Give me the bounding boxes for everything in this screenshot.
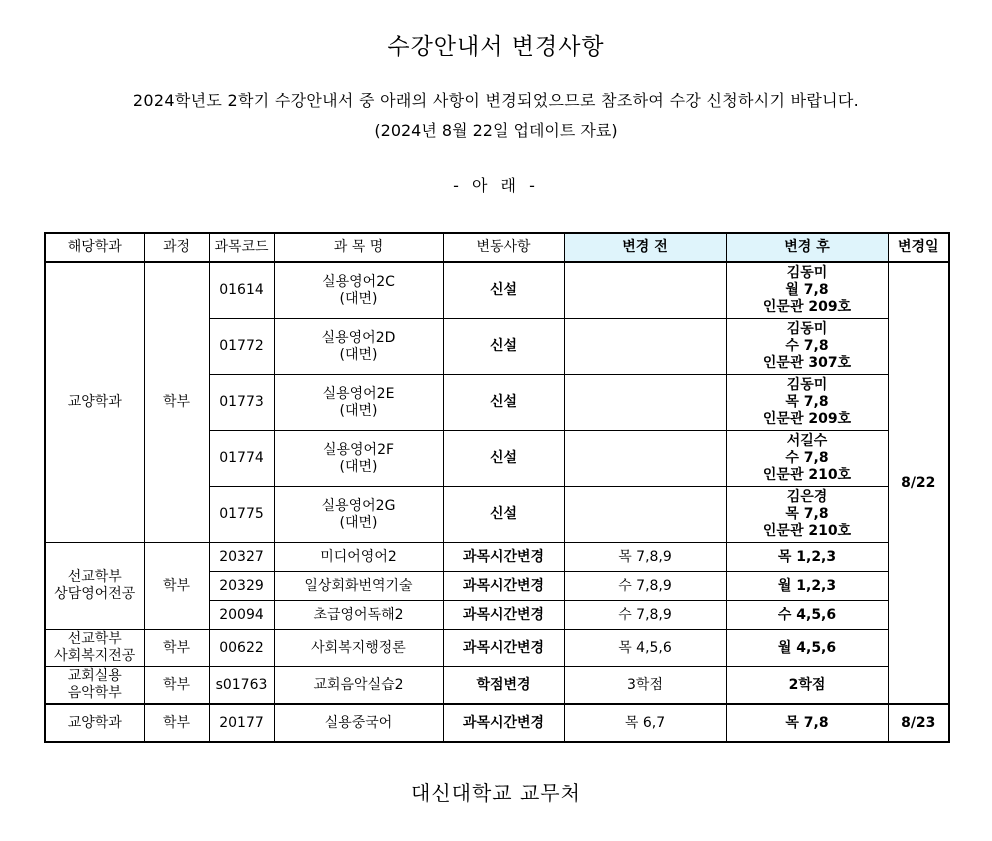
name-cell: 사회복지행정론 xyxy=(274,630,443,667)
header-code: 과목코드 xyxy=(209,233,274,262)
change-cell: 과목시간변경 xyxy=(443,543,564,572)
change-cell: 과목시간변경 xyxy=(443,601,564,630)
change-cell: 신설 xyxy=(443,431,564,487)
after-line: 목 7,8 xyxy=(785,394,829,410)
dept-line: 선교학부 xyxy=(67,631,122,647)
update-date-note: (2024년 8월 22일 업데이트 자료) xyxy=(374,121,618,140)
header-change: 변동사항 xyxy=(443,233,564,262)
course-cell: 학부 xyxy=(144,262,209,543)
after-cell xyxy=(726,487,888,543)
name-line: (대면) xyxy=(339,458,378,475)
code-cell: 01614 xyxy=(209,262,274,319)
change-cell: 과목시간변경 xyxy=(443,572,564,601)
dept-cell: 교양학과 xyxy=(45,704,144,742)
before-cell xyxy=(564,319,726,375)
name-cell xyxy=(274,262,443,319)
name-line: (대면) xyxy=(339,402,378,419)
change-cell: 과목시간변경 xyxy=(443,704,564,742)
code-cell: 20177 xyxy=(209,704,274,742)
header-before: 변경 전 xyxy=(564,233,726,262)
before-cell: 수 7,8,9 xyxy=(564,601,726,630)
name-cell: 실용중국어 xyxy=(274,704,443,742)
name-cell: 교회음악실습2 xyxy=(274,667,443,705)
code-cell: s01763 xyxy=(209,667,274,705)
after-line: 인문관 210호 xyxy=(762,467,852,483)
before-cell: 3학점 xyxy=(564,667,726,705)
after-cell: 목 7,8 xyxy=(726,704,888,742)
dept-line: 사회복지전공 xyxy=(54,648,136,664)
code-cell: 01774 xyxy=(209,431,274,487)
after-line: 목 7,8 xyxy=(785,506,829,522)
code-cell: 20329 xyxy=(209,572,274,601)
dept-line: 교회실용 xyxy=(67,668,122,684)
page-title: 수강안내서 변경사항 xyxy=(387,34,605,60)
dept-line: 상담영어전공 xyxy=(54,586,136,602)
course-cell: 학부 xyxy=(144,667,209,705)
after-cell xyxy=(726,262,888,319)
header-course: 과정 xyxy=(144,233,209,262)
course-cell: 학부 xyxy=(144,704,209,742)
code-cell: 00622 xyxy=(209,630,274,667)
after-line: 인문관 209호 xyxy=(762,299,852,315)
code-cell: 01773 xyxy=(209,375,274,431)
after-line: 김은경 xyxy=(786,489,828,505)
change-cell: 신설 xyxy=(443,319,564,375)
code-cell: 20327 xyxy=(209,543,274,572)
table-row xyxy=(45,704,949,742)
dept-line: 음악학부 xyxy=(67,685,122,701)
dept-cell xyxy=(45,630,144,667)
dept-cell xyxy=(45,543,144,630)
table-row xyxy=(45,630,949,667)
name-cell xyxy=(274,487,443,543)
change-cell: 신설 xyxy=(443,487,564,543)
header-after: 변경 후 xyxy=(726,233,888,262)
after-cell: 월 4,5,6 xyxy=(726,630,888,667)
below-heading: - 아 래 - xyxy=(453,176,539,195)
intro-text: 2024학년도 2학기 수강안내서 중 아래의 사항이 변경되었으므로 참조하여 수강 신청하시기 바랍니다. xyxy=(132,91,860,110)
before-cell xyxy=(564,262,726,319)
name-line: 실용영어2G xyxy=(321,497,396,514)
code-cell: 01775 xyxy=(209,487,274,543)
after-line: 수 7,8 xyxy=(785,338,829,354)
before-cell: 목 4,5,6 xyxy=(564,630,726,667)
name-cell: 초급영어독해2 xyxy=(274,601,443,630)
name-cell xyxy=(274,375,443,431)
after-line: 김동미 xyxy=(786,321,828,337)
name-line: 실용영어2C xyxy=(322,273,395,290)
after-cell xyxy=(726,431,888,487)
table-row xyxy=(45,667,949,705)
name-line: 실용영어2D xyxy=(321,329,396,346)
after-line: 김동미 xyxy=(786,377,828,393)
before-cell: 수 7,8,9 xyxy=(564,572,726,601)
change-cell: 신설 xyxy=(443,375,564,431)
after-cell xyxy=(726,375,888,431)
table-row xyxy=(45,262,949,319)
after-cell: 2학점 xyxy=(726,667,888,705)
table-row xyxy=(45,543,949,572)
after-line: 인문관 210호 xyxy=(762,523,852,539)
changes-table xyxy=(44,232,950,743)
course-cell: 학부 xyxy=(144,630,209,667)
after-line: 월 7,8 xyxy=(785,282,829,298)
before-cell: 목 6,7 xyxy=(564,704,726,742)
after-line: 서길수 xyxy=(786,433,828,449)
name-cell: 미디어영어2 xyxy=(274,543,443,572)
date-cell: 8/22 xyxy=(888,262,949,704)
after-line: 김동미 xyxy=(786,265,828,281)
after-cell: 목 1,2,3 xyxy=(726,543,888,572)
course-cell: 학부 xyxy=(144,543,209,630)
name-line: (대면) xyxy=(339,290,378,307)
dept-cell: 교양학과 xyxy=(45,262,144,543)
dept-line: 선교학부 xyxy=(67,569,122,585)
name-line: (대면) xyxy=(339,346,378,363)
name-cell: 일상회화번역기술 xyxy=(274,572,443,601)
before-cell xyxy=(564,487,726,543)
after-cell xyxy=(726,319,888,375)
before-cell xyxy=(564,431,726,487)
change-cell: 학점변경 xyxy=(443,667,564,705)
code-cell: 01772 xyxy=(209,319,274,375)
change-cell: 과목시간변경 xyxy=(443,630,564,667)
before-cell xyxy=(564,375,726,431)
code-cell: 20094 xyxy=(209,601,274,630)
name-line: (대면) xyxy=(339,514,378,531)
header-date: 변경일 xyxy=(888,233,949,262)
after-cell: 월 1,2,3 xyxy=(726,572,888,601)
name-line: 실용영어2E xyxy=(322,385,395,402)
name-line: 실용영어2F xyxy=(322,441,395,458)
before-cell: 목 7,8,9 xyxy=(564,543,726,572)
header-name: 과 목 명 xyxy=(274,233,443,262)
name-cell xyxy=(274,319,443,375)
date-cell: 8/23 xyxy=(888,704,949,742)
change-cell: 신설 xyxy=(443,262,564,319)
dept-cell xyxy=(45,667,144,705)
name-cell xyxy=(274,431,443,487)
header-dept: 해당학과 xyxy=(45,233,144,262)
after-line: 인문관 209호 xyxy=(762,411,852,427)
header-row xyxy=(45,233,949,262)
after-cell: 수 4,5,6 xyxy=(726,601,888,630)
after-line: 인문관 307호 xyxy=(762,355,852,371)
issuer-footer: 대신대학교 교무처 xyxy=(411,781,581,805)
after-line: 수 7,8 xyxy=(785,450,829,466)
